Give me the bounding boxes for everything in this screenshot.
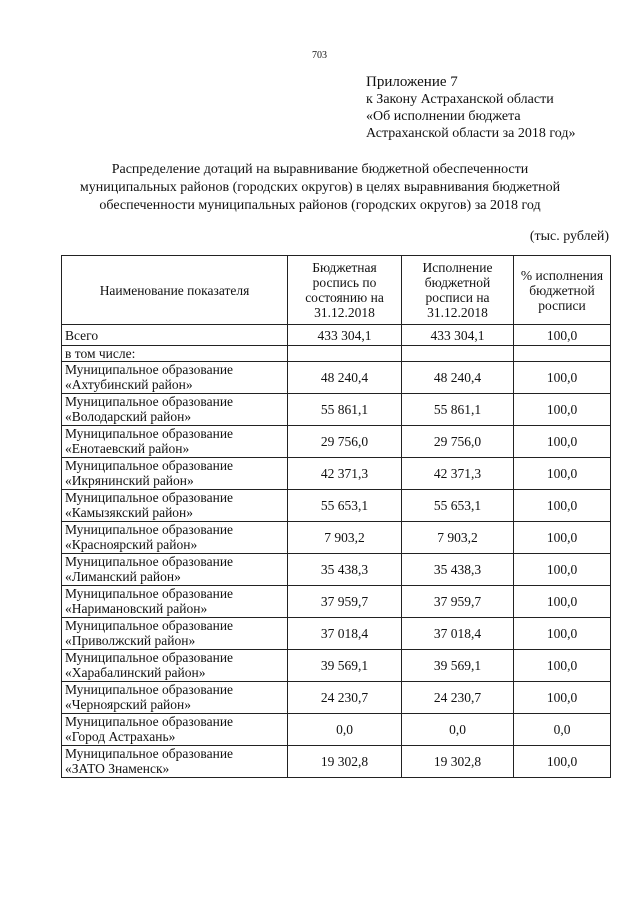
execution-value: 42 371,3 <box>402 458 514 490</box>
appendix-line: Приложение 7 <box>366 74 458 90</box>
municipality-name <box>62 458 288 490</box>
appendix-line: Астраханской области за 2018 год» <box>366 126 576 141</box>
municipality-type: Муниципальное образование <box>65 746 234 761</box>
municipality-title: «Енотаевский район» <box>65 441 190 456</box>
total-execution: 433 304,1 <box>402 325 514 346</box>
table-row <box>62 746 611 778</box>
execution-value: 24 230,7 <box>402 682 514 714</box>
empty-cell <box>402 346 514 362</box>
table-row <box>62 682 611 714</box>
municipality-name <box>62 618 288 650</box>
appendix-line: к Закону Астраханской области <box>366 92 554 107</box>
municipality-name <box>62 362 288 394</box>
percent-value: 100,0 <box>514 746 611 778</box>
municipality-title: «Приволжский район» <box>65 633 196 648</box>
municipality-title: «Черноярский район» <box>65 697 192 712</box>
budget-value: 19 302,8 <box>288 746 402 778</box>
municipality-type: Муниципальное образование <box>65 362 234 377</box>
subheading-row <box>62 346 611 362</box>
table-row <box>62 586 611 618</box>
municipality-title: «ЗАТО Знаменск» <box>65 761 170 776</box>
total-percent: 100,0 <box>514 325 611 346</box>
title-line: муниципальных районов (городских округов) в целях выравнивания бюджетной <box>79 180 561 195</box>
municipality-name <box>62 650 288 682</box>
municipality-type: Муниципальное образование <box>65 618 234 633</box>
percent-value: 100,0 <box>514 586 611 618</box>
percent-value: 100,0 <box>514 682 611 714</box>
municipality-name <box>62 426 288 458</box>
empty-cell <box>514 346 611 362</box>
municipality-type: Муниципальное образование <box>65 458 234 473</box>
table-row <box>62 650 611 682</box>
table-row <box>62 522 611 554</box>
budget-value: 29 756,0 <box>288 426 402 458</box>
municipality-name <box>62 682 288 714</box>
budget-value: 55 861,1 <box>288 394 402 426</box>
document-title <box>30 161 610 215</box>
total-row <box>62 325 611 346</box>
municipality-type: Муниципальное образование <box>65 586 234 601</box>
unit-label: (тыс. рублей) <box>529 229 609 244</box>
execution-value: 39 569,1 <box>402 650 514 682</box>
municipality-type: Муниципальное образование <box>65 682 234 697</box>
municipality-type: Муниципальное образование <box>65 554 234 569</box>
municipality-title: «Город Астрахань» <box>65 729 176 744</box>
execution-value: 29 756,0 <box>402 426 514 458</box>
percent-value: 100,0 <box>514 490 611 522</box>
page-number: 703 <box>312 50 327 61</box>
title-line: Распределение дотаций на выравнивание бюджетной обеспеченности <box>111 162 529 177</box>
municipality-name <box>62 554 288 586</box>
budget-value: 42 371,3 <box>288 458 402 490</box>
budget-value: 55 653,1 <box>288 490 402 522</box>
budget-value: 48 240,4 <box>288 362 402 394</box>
table-row <box>62 458 611 490</box>
percent-value: 100,0 <box>514 650 611 682</box>
municipality-type: Муниципальное образование <box>65 650 234 665</box>
table-row <box>62 714 611 746</box>
municipality-type: Муниципальное образование <box>65 490 234 505</box>
execution-value: 7 903,2 <box>402 522 514 554</box>
table-row <box>62 618 611 650</box>
empty-cell <box>288 346 402 362</box>
execution-value: 0,0 <box>402 714 514 746</box>
municipality-name <box>62 586 288 618</box>
appendix-block <box>366 74 575 142</box>
budget-value: 37 959,7 <box>288 586 402 618</box>
budget-value: 39 569,1 <box>288 650 402 682</box>
municipality-name <box>62 714 288 746</box>
execution-value: 55 653,1 <box>402 490 514 522</box>
subheading-text: в том числе: <box>62 346 288 362</box>
municipality-title: «Харабалинский район» <box>65 665 206 680</box>
municipality-type: Муниципальное образование <box>65 714 234 729</box>
percent-value: 100,0 <box>514 362 611 394</box>
percent-value: 100,0 <box>514 522 611 554</box>
header-execution: Исполнение бюджетной росписи на 31.12.2018 <box>402 256 514 325</box>
municipality-type: Муниципальное образование <box>65 522 234 537</box>
municipality-name <box>62 490 288 522</box>
percent-value: 100,0 <box>514 554 611 586</box>
municipality-title: «Икрянинский район» <box>65 473 194 488</box>
budget-value: 24 230,7 <box>288 682 402 714</box>
percent-value: 100,0 <box>514 618 611 650</box>
municipality-title: «Ахтубинский район» <box>65 377 193 392</box>
table-row <box>62 554 611 586</box>
header-budget: Бюджетная роспись по состоянию на 31.12.2018 <box>288 256 402 325</box>
execution-value: 37 018,4 <box>402 618 514 650</box>
total-name: Всего <box>62 325 288 346</box>
municipality-type: Муниципальное образование <box>65 394 234 409</box>
percent-value: 0,0 <box>514 714 611 746</box>
municipality-type: Муниципальное образование <box>65 426 234 441</box>
total-budget: 433 304,1 <box>288 325 402 346</box>
execution-value: 55 861,1 <box>402 394 514 426</box>
municipality-title: «Камызякский район» <box>65 505 194 520</box>
percent-value: 100,0 <box>514 394 611 426</box>
table-row <box>62 426 611 458</box>
municipality-name <box>62 394 288 426</box>
table-row <box>62 490 611 522</box>
municipality-name <box>62 746 288 778</box>
distribution-table <box>61 255 611 778</box>
municipality-title: «Красноярский район» <box>65 537 198 552</box>
percent-value: 100,0 <box>514 458 611 490</box>
budget-value: 0,0 <box>288 714 402 746</box>
municipality-title: «Володарский район» <box>65 409 192 424</box>
table-row <box>62 362 611 394</box>
budget-value: 37 018,4 <box>288 618 402 650</box>
execution-value: 35 438,3 <box>402 554 514 586</box>
municipality-name <box>62 522 288 554</box>
execution-value: 48 240,4 <box>402 362 514 394</box>
appendix-line: «Об исполнении бюджета <box>366 109 521 124</box>
table-row <box>62 394 611 426</box>
header-indicator-name: Наименование показателя <box>62 256 288 325</box>
header-percent: % исполнения бюджетной росписи <box>514 256 611 325</box>
percent-value: 100,0 <box>514 426 611 458</box>
table-header-row <box>62 256 611 325</box>
municipality-title: «Лиманский район» <box>65 569 181 584</box>
budget-value: 35 438,3 <box>288 554 402 586</box>
municipality-title: «Наримановский район» <box>65 601 208 616</box>
budget-value: 7 903,2 <box>288 522 402 554</box>
title-line: обеспеченности муниципальных районов (городских округов) за 2018 год <box>99 198 541 213</box>
execution-value: 37 959,7 <box>402 586 514 618</box>
execution-value: 19 302,8 <box>402 746 514 778</box>
